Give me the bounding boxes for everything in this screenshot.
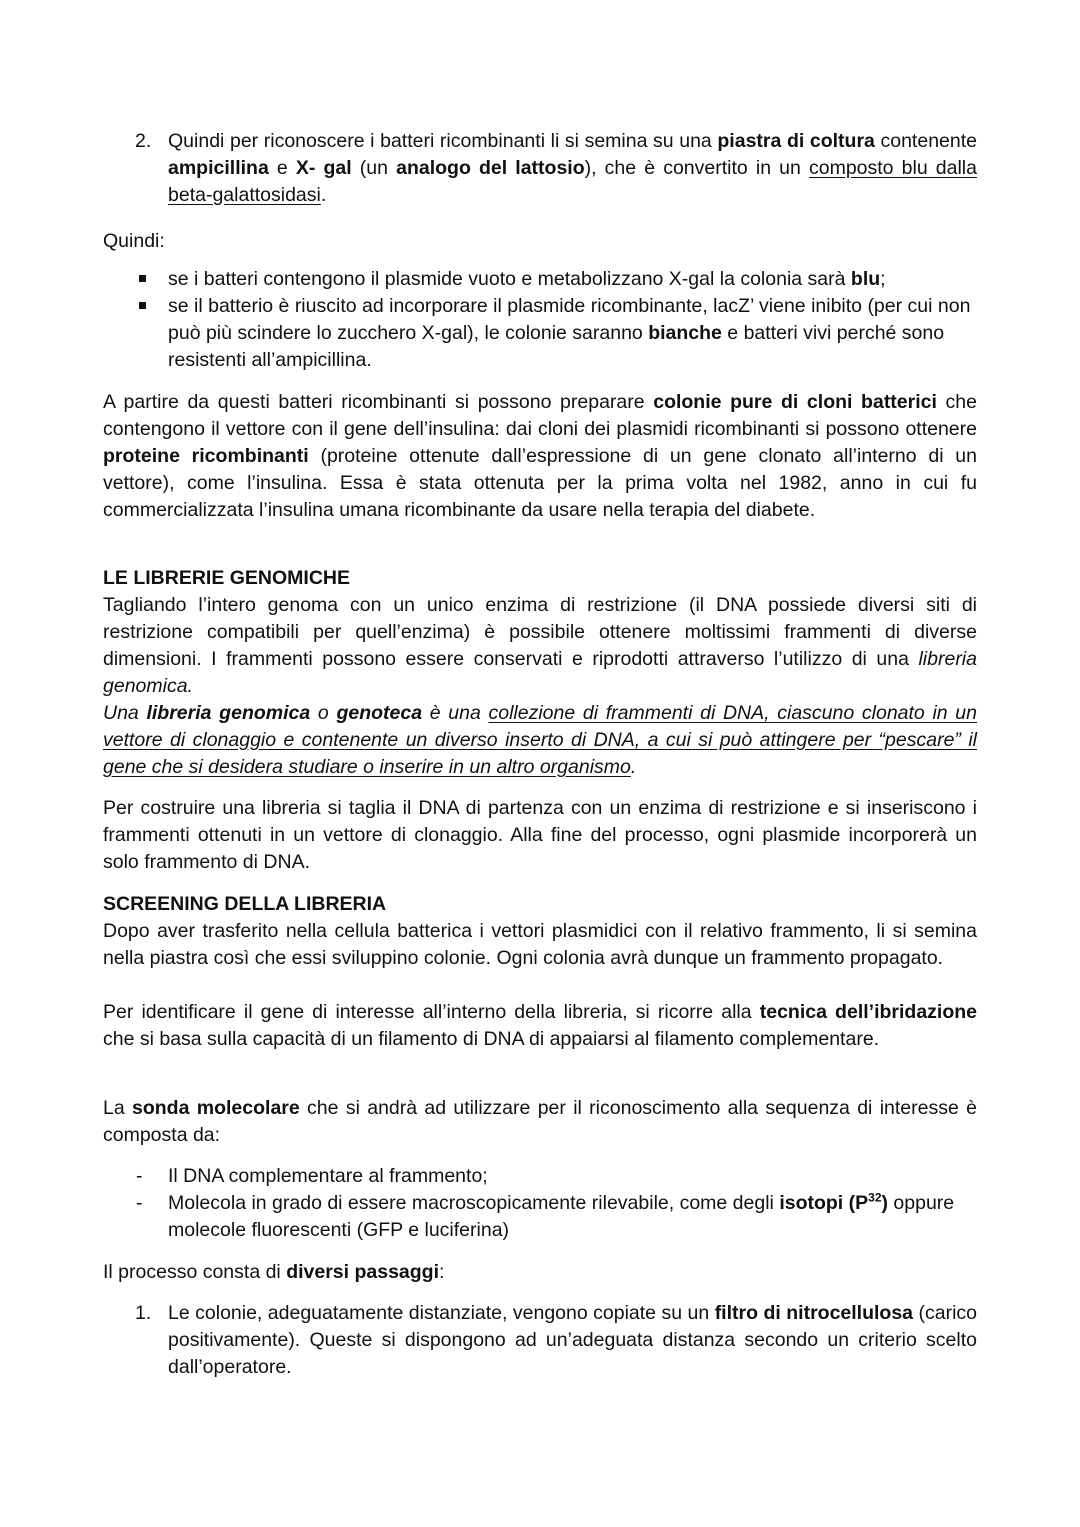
paragraph-costruire-libreria: Per costruire una libreria si taglia il DNA di partenza con un enzima di restrizione e si inseriscono i frammenti ottenuti in un vettore di clonaggio. Alla fine del processo, ogni plasmide incorporerà un solo frammento di DNA. [103, 797, 977, 873]
list-number: 2. [135, 130, 152, 152]
dash-bullet: - [136, 1165, 143, 1187]
heading-librerie-genomiche: LE LIBRERIE GENOMICHE [103, 567, 351, 589]
paragraph-sonda: La sonda molecolare che si andrà ad utilizzare per il riconoscimento alla sequenza di interesse è composta da: [103, 1097, 977, 1146]
quindi-label: Quindi: [103, 230, 165, 252]
paragraph-recombinant: A partire da questi batteri ricombinanti si possono preparare colonie pure di cloni batterici che contengono il vettore con il gene dell’insulina: dai cloni dei plasmidi ricombinanti si possono ottenere proteine ricombinanti (proteine ottenute dall’espressione di un gene clonato all’interno di un vettore), come l’insulina. Essa è stata ottenuta per la prima volta nel 1982, anno in cui fu commercializzata l’insulina umana ricombinante da usare nella terapia del diabete. [103, 391, 977, 521]
paragraph-ibridazione: Per identificare il gene di interesse all’interno della libreria, si ricorre alla tecnica dell’ibridazione che si basa sulla capacità di un filamento di DNA di appaiarsi al filamento complementare. [103, 1001, 977, 1050]
paragraph-processo: Il processo consta di diversi passaggi: [103, 1261, 445, 1283]
step-item-1: Le colonie, adeguatamente distanziate, vengono copiate su un filtro di nitrocellulosa (carico positivamente). Queste si dispongono ad un’adeguata distanza secondo un criterio scelto dall’operatore. [168, 1302, 977, 1378]
definition-genoteca: Una libreria genomica o genoteca è una collezione di frammenti di DNA, ciascuno clonato in un vettore di clonaggio e contenente un diverso inserto di DNA, a cui si può attingere per “pescare” il gene che si desidera studiare o inserire in un altro organismo. [103, 702, 978, 778]
dash-item-1: Il DNA complementare al frammento; [168, 1165, 488, 1187]
square-bullet-icon [139, 302, 146, 309]
paragraph-librerie: Tagliando l’intero genoma con un unico enzima di restrizione (il DNA possiede diversi siti di restrizione compatibili per quell’enzima) è possibile ottenere moltissimi frammenti di diverse dimensioni. I frammenti possono essere conservati e riprodotti attraverso l’utilizzo di una libreria genomica. [103, 594, 977, 697]
heading-screening: SCREENING DELLA LIBRERIA [103, 893, 387, 915]
list-item-2: Quindi per riconoscere i batteri ricombinanti li si semina su una piastra di coltura contenente ampicillina e X- gal (un analogo del lattosio), che è convertito in un composto blu dalla beta-galattosidasi. [168, 130, 977, 206]
paragraph-screening: Dopo aver trasferito nella cellula batterica i vettori plasmidici con il relativo frammento, li si semina nella piastra così che essi sviluppino colonie. Ogni colonia avrà dunque un frammento propagato. [103, 920, 977, 969]
dash-item-2: Molecola in grado di essere macroscopicamente rilevabile, come degli isotopi $(P^{32})$ oppure molecole fluorescenti (GFP e luciferina) [168, 1190, 955, 1241]
square-bullet-icon [139, 275, 146, 282]
dash-bullet: - [136, 1192, 143, 1214]
bullet-item-1: se i batteri contengono il plasmide vuoto e metabolizzano X-gal la colonia sarà blu; [168, 268, 886, 290]
bullet-item-2: se il batterio è riuscito ad incorporare il plasmide ricombinante, lacZ’ viene inibito (per cui non può più scindere lo zucchero X-gal), le colonie saranno bianche e batteri vivi perché sono resistenti all’ampicillina. [168, 295, 971, 371]
list-number: 1. [135, 1302, 152, 1324]
